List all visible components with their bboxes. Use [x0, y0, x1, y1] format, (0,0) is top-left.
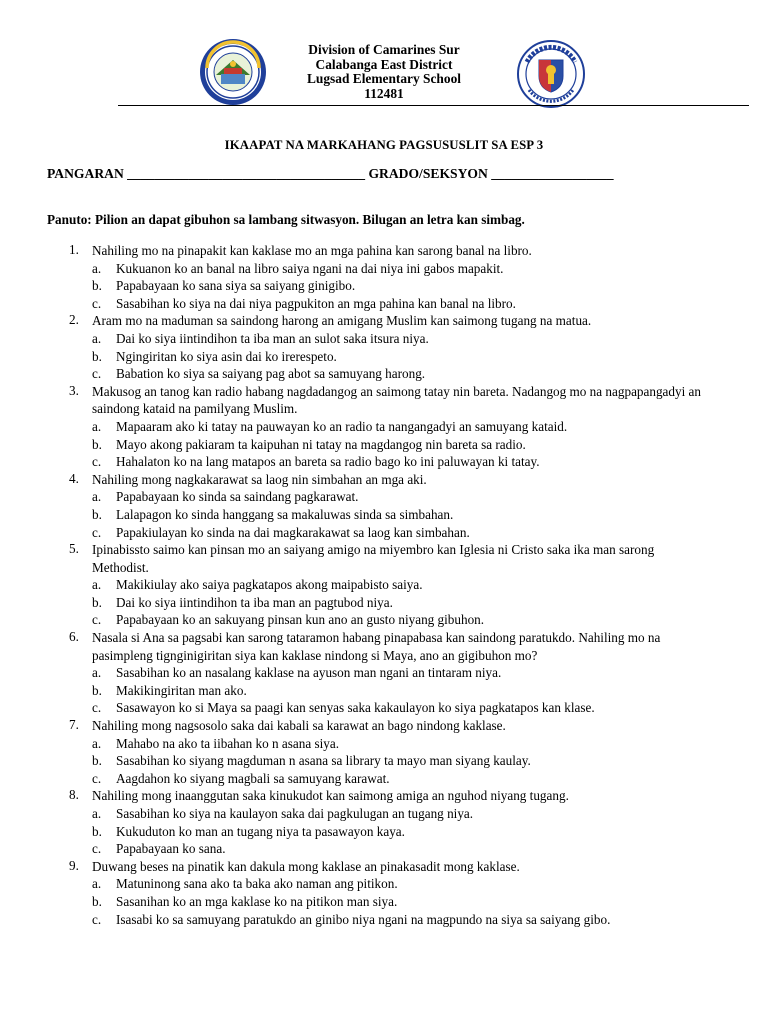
- choice-letter: a.: [92, 806, 102, 821]
- choice-text: Dai ko siya iintindihon ta iba man an pagtubod niya.: [116, 594, 393, 610]
- answer-choice: [0, 488, 768, 506]
- choice-text: Sasawayon ko si Maya sa paagi kan senyas saka kakaulayon ko siya pagkatapos kan klase.: [116, 700, 595, 716]
- question-item: [0, 312, 768, 382]
- question-item: [0, 787, 768, 857]
- question-text: Ipinabissto saimo kan pinsan mo an saiyang amigo na miyembro kan Iglesia ni Cristo saka ika man sarong Methodist.: [92, 542, 655, 575]
- answer-choice: [0, 418, 768, 436]
- answer-choice: [0, 277, 768, 295]
- header-divider: [118, 105, 749, 106]
- choice-letter: a.: [92, 577, 102, 593]
- school-id: 112481: [364, 85, 404, 101]
- choice-text: Sasabihan ko siya na dai niya pagpukiton an mga pahina kan banal na libro.: [116, 295, 516, 311]
- choice-letter: a.: [92, 489, 102, 505]
- directions: Panuto: Pilion an dapat gibuhon sa lambang sitwasyon. Bilugan an letra kan simbag.: [47, 212, 525, 227]
- answer-choice: [0, 823, 768, 841]
- answer-choice: [0, 365, 768, 383]
- question-text: Nahiling mong nagsosolo saka dai kabali sa karawat an bago nindong kaklase.: [92, 718, 506, 734]
- answer-choice: [0, 594, 768, 612]
- choice-text: Makikiulay ako saiya pagkatapos akong maipabisto saiya.: [116, 577, 423, 593]
- choice-text: Dai ko siya iintindihon ta iba man an sulot saka itsura niya.: [116, 330, 429, 346]
- choice-text: Sasabihan ko siyang magduman n asana sa library ta mayo man siyang kaulay.: [116, 753, 531, 769]
- choice-text: Matuninong sana ako ta baka ako naman ang pitikon.: [116, 876, 398, 892]
- choice-text: Lalapagon ko sinda hanggang sa makaluwas sinda sa simbahan.: [116, 506, 454, 522]
- choice-text: Kukuanon ko an banal na libro saiya ngani na dai niya ini gabos mapakit.: [116, 260, 504, 276]
- choice-letter: a.: [92, 665, 102, 681]
- deped-seal-logo: [517, 40, 585, 108]
- answer-choice: [0, 260, 768, 278]
- choice-text: Sasabihan ko siya na kaulayon saka dai pagkulugan an tugang niya.: [116, 806, 474, 821]
- name-grade-line: PANGARAN ___________________________________ GRADO/SEKSYON __________________: [47, 166, 614, 181]
- choice-letter: b.: [92, 506, 102, 522]
- choice-letter: c.: [92, 841, 102, 857]
- choice-letter: b.: [92, 753, 102, 769]
- choice-text: Hahalaton ko na lang matapos an bareta sa radio bago ko ini paluwayan ki tatay.: [116, 454, 540, 470]
- choice-letter: c.: [92, 366, 102, 382]
- answer-choice: [0, 682, 768, 700]
- question-item: [0, 541, 768, 629]
- choice-letter: a.: [92, 418, 102, 434]
- choice-letter: a.: [92, 735, 102, 751]
- choice-letter: b.: [92, 348, 102, 364]
- answer-choice: [0, 805, 768, 823]
- question-text: Duwang beses na pinatik kan dakula mong kaklase an pinakasadit mong kaklase.: [92, 858, 520, 874]
- question-number: 9.: [69, 857, 79, 873]
- choice-letter: c.: [92, 700, 102, 716]
- choice-text: Makikingiritan man ako.: [116, 682, 247, 698]
- choice-text: Sasabihan ko an nasalang kaklase na ayuson man ngani an tintaram niya.: [116, 665, 502, 681]
- division-name: Division of Camarines Sur: [308, 42, 460, 57]
- choice-letter: b.: [92, 893, 102, 909]
- answer-choice: [0, 576, 768, 594]
- choice-text: Isasabi ko sa samuyang paratukdo an ginibo niya ngani na magpundo na siya sa saiyang gibo.: [116, 911, 611, 927]
- choice-text: Papabayaan ko sana siya sa saiyang ginigibo.: [116, 278, 356, 294]
- exam-title: IKAAPAT NA MARKAHANG PAGSUSUSLIT SA ESP 3: [224, 138, 544, 152]
- question-item: [0, 717, 768, 787]
- question-list: [0, 242, 768, 928]
- answer-choice: [0, 770, 768, 788]
- question-number: 2.: [69, 312, 79, 328]
- choice-text: Mapaaram ako ki tatay na pauwayan ko an radio ta nangangadyi an samuyang kataid.: [116, 418, 568, 434]
- choice-letter: b.: [92, 823, 102, 839]
- choice-text: Papakiulayan ko sinda na dai magkarakawat sa laog kan simbahan.: [116, 524, 470, 540]
- choice-letter: c.: [92, 524, 102, 540]
- question-number: 4.: [69, 470, 79, 486]
- choice-text: Kukuduton ko man an tugang niya ta pasawayon kaya.: [116, 823, 405, 839]
- question-text: Nasala si Ana sa pagsabi kan sarong tataramon habang pinapabasa kan saindong paratukdo. Nahiling mo na pasimpleng tignginigiritan siya kan kaklase nindong si Maya, ano an gigibuhon mo?: [92, 630, 661, 663]
- answer-choice: [0, 524, 768, 542]
- question-item: [0, 629, 768, 717]
- choice-letter: a.: [92, 260, 102, 276]
- question-number: 8.: [69, 787, 79, 803]
- question-item: [0, 471, 768, 541]
- answer-choice: [0, 506, 768, 524]
- question-text: Makusog an tanog kan radio habang nagdadangog an saimong tatay nin bareta. Nadangog mo na nagpapangadyi an saindong kataid na pamilyang Muslim.: [92, 383, 702, 417]
- answer-choice: [0, 436, 768, 454]
- choice-letter: c.: [92, 454, 102, 470]
- answer-choice: [0, 295, 768, 313]
- question-text: Nahiling mong inaanggutan saka kinukudot kan saimong amiga an nguhod niyang tugang.: [92, 788, 569, 804]
- choice-text: Babation ko siya sa saiyang pag abot sa samuyang harong.: [116, 366, 426, 382]
- choice-letter: b.: [92, 594, 102, 610]
- answer-choice: [0, 840, 768, 858]
- choice-letter: c.: [92, 612, 102, 628]
- choice-letter: a.: [92, 876, 102, 892]
- choice-text: Sasanihan ko an mga kaklase ko na pitikon man siya.: [116, 893, 398, 909]
- choice-text: Mayo akong pakiaram ta kaipuhan ni tatay na magdangog nin bareta sa radio.: [116, 436, 526, 452]
- answer-choice: [0, 911, 768, 929]
- choice-text: Ngingiritan ko siya asin dai ko irerespeto.: [116, 348, 337, 364]
- school-seal-logo: [199, 38, 267, 106]
- district-name: Calabanga East District: [315, 56, 453, 72]
- answer-choice: [0, 893, 768, 911]
- answer-choice: [0, 664, 768, 682]
- question-text: Nahiling mo na pinapakit kan kaklase mo an mga pahina kan sarong banal na libro.: [92, 243, 532, 258]
- question-item: [0, 242, 768, 312]
- question-item: [0, 858, 768, 928]
- answer-choice: [0, 699, 768, 717]
- choice-text: Papabayaan ko sinda sa saindang pagkarawat.: [116, 489, 359, 505]
- choice-letter: c.: [92, 911, 102, 927]
- question-number: 3.: [69, 382, 79, 398]
- answer-choice: [0, 611, 768, 629]
- choice-letter: b.: [92, 436, 102, 452]
- choice-text: Mahabo na ako ta iibahan ko n asana siya.: [116, 735, 340, 751]
- question-text: Aram mo na maduman sa saindong harong an amigang Muslim kan saimong tugang na matua.: [92, 313, 592, 329]
- question-number: 6.: [69, 629, 79, 645]
- choice-letter: c.: [92, 295, 102, 311]
- question-number: 5.: [69, 541, 79, 557]
- question-number: 7.: [69, 717, 79, 733]
- header-text-block: [284, 43, 484, 101]
- answer-choice: [0, 330, 768, 348]
- choice-letter: c.: [92, 770, 102, 786]
- choice-letter: a.: [92, 330, 102, 346]
- school-name: Lugsad Elementary School: [306, 71, 461, 87]
- question-item: [0, 383, 768, 471]
- answer-choice: [0, 752, 768, 770]
- choice-text: Papabayaan ko sana.: [116, 841, 226, 857]
- school-header: [0, 0, 768, 110]
- answer-choice: [0, 453, 768, 471]
- choice-letter: b.: [92, 682, 102, 698]
- answer-choice: [0, 735, 768, 753]
- answer-choice: [0, 348, 768, 366]
- choice-text: Papabayaan ko an sakuyang pinsan kun ano an gusto niyang gibuhon.: [116, 612, 485, 628]
- choice-text: Aagdahon ko siyang magbali sa samuyang karawat.: [116, 770, 390, 786]
- question-number: 1.: [69, 242, 79, 257]
- question-text: Nahiling mong nagkakarawat sa laog nin simbahan an mga aki.: [92, 471, 427, 487]
- answer-choice: [0, 875, 768, 893]
- choice-letter: b.: [92, 278, 102, 294]
